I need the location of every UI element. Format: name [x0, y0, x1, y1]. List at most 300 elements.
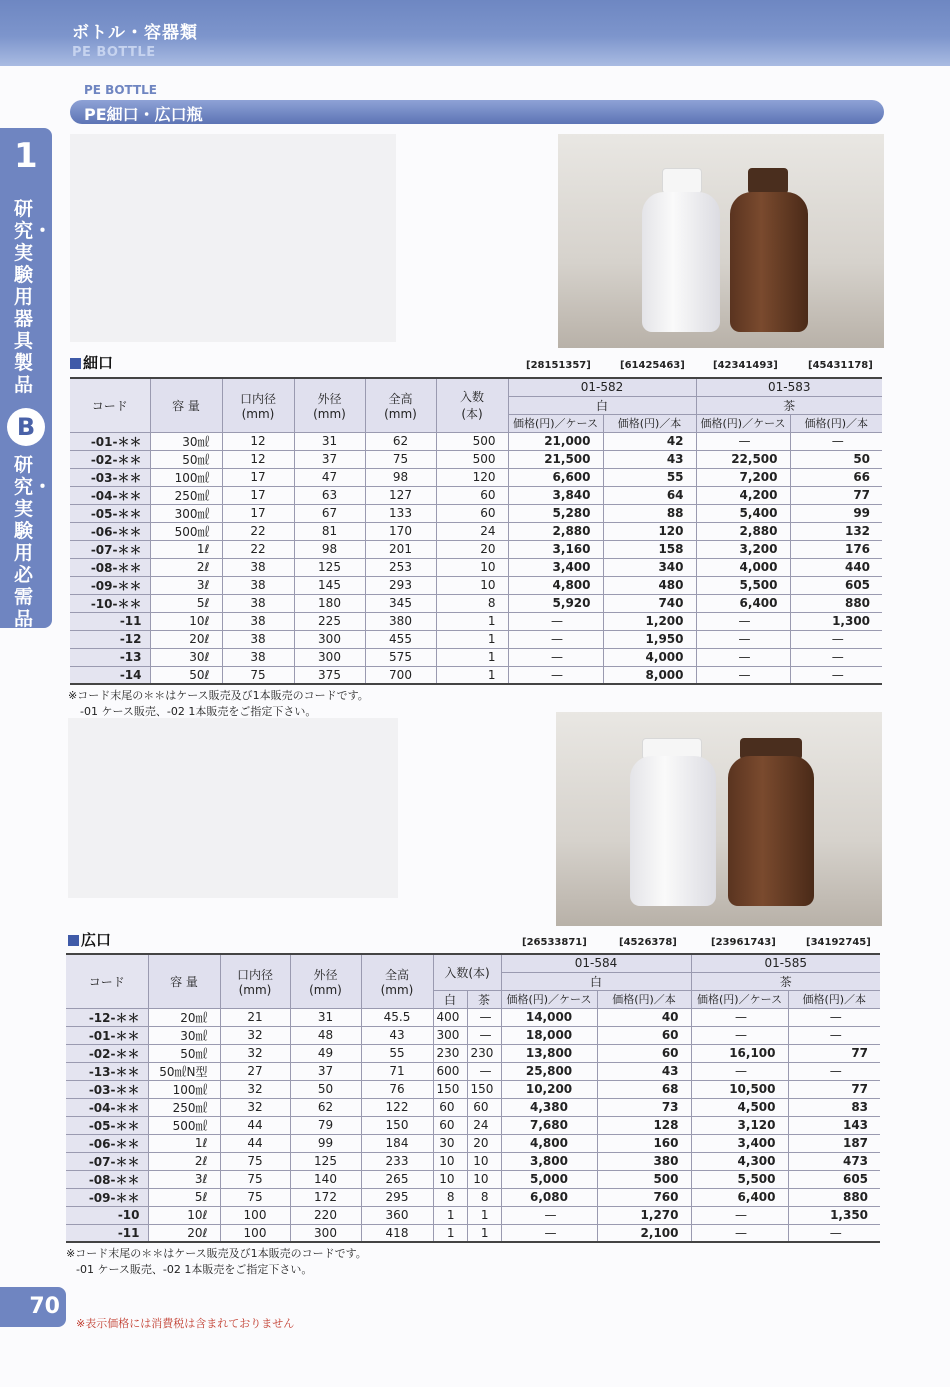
faded-area [70, 134, 396, 342]
col-inner: 口内径 (mm) [222, 378, 294, 432]
table-cell: 24 [436, 522, 508, 540]
table-row [70, 486, 882, 504]
table-cell: 18,000 [501, 1026, 597, 1044]
chapter-tab [0, 128, 52, 628]
table-cell: 38 [222, 558, 294, 576]
table-row [70, 666, 882, 684]
table-cell: 10,500 [691, 1080, 788, 1098]
table-cell: — [691, 1026, 788, 1044]
table-cell: -10 [66, 1206, 148, 1224]
table-cell: 31 [290, 1008, 361, 1026]
table-cell: 12 [222, 450, 294, 468]
table-cell: -11 [70, 612, 150, 630]
chapter-badge: B [7, 408, 45, 446]
table-cell: 145 [294, 576, 365, 594]
table-cell: 500 [597, 1170, 691, 1188]
narrow-note [68, 688, 369, 720]
table-cell: 10 [433, 1152, 467, 1170]
table-cell: 2ℓ [150, 558, 222, 576]
table-cell: 67 [294, 504, 365, 522]
col-height: 全高 (mm) [361, 954, 433, 1008]
chapter-subtitle: 研究・実験用必需品 [14, 454, 53, 630]
table-cell: 12 [222, 432, 294, 450]
table-cell: 62 [365, 432, 436, 450]
table-cell: 55 [361, 1044, 433, 1062]
table-cell: 233 [361, 1152, 433, 1170]
table-cell: 600 [433, 1062, 467, 1080]
table-cell: 14,000 [501, 1008, 597, 1026]
col-qty-white: 白 [433, 990, 467, 1008]
table-cell: 77 [788, 1080, 880, 1098]
table-cell: — [790, 666, 882, 684]
table-cell: 1 [433, 1224, 467, 1242]
table-cell: 1 [467, 1224, 501, 1242]
catalog-code: [61425463] [620, 360, 685, 371]
table-row [70, 450, 882, 468]
table-cell: 340 [603, 558, 696, 576]
table-cell: — [691, 1224, 788, 1242]
table-cell: 100㎖ [148, 1080, 220, 1098]
table-cell: 60 [433, 1116, 467, 1134]
table-cell: 49 [290, 1044, 361, 1062]
table-cell: 1 [436, 630, 508, 648]
table-cell: 300㎖ [150, 504, 222, 522]
table-row [66, 1080, 880, 1098]
table-cell: — [501, 1206, 597, 1224]
table-cell: 8 [436, 594, 508, 612]
table-cell: — [691, 1008, 788, 1026]
table-cell: 1 [436, 648, 508, 666]
table-cell: 170 [365, 522, 436, 540]
col-price-each: 価格(円)／本 [603, 414, 696, 432]
table-cell: — [788, 1008, 880, 1026]
table-cell: 120 [436, 468, 508, 486]
table-cell: 37 [290, 1062, 361, 1080]
brown-bottle [728, 756, 814, 906]
table-cell: 7,200 [696, 468, 790, 486]
table-cell: 132 [790, 522, 882, 540]
table-cell: 98 [365, 468, 436, 486]
table-cell: — [508, 666, 603, 684]
table-cell: 21 [220, 1008, 290, 1026]
table-cell: -03-＊＊ [66, 1080, 148, 1098]
col-height: 全高 (mm) [365, 378, 436, 432]
table-cell: 3,200 [696, 540, 790, 558]
table-cell: 345 [365, 594, 436, 612]
table-row [66, 1008, 880, 1026]
table-cell: 184 [361, 1134, 433, 1152]
table-cell: -09-＊＊ [66, 1188, 148, 1206]
table-cell: 760 [597, 1188, 691, 1206]
table-row [70, 558, 882, 576]
table-row [70, 522, 882, 540]
table-cell: 38 [222, 576, 294, 594]
table-cell: 176 [790, 540, 882, 558]
color-brown: 茶 [696, 396, 882, 414]
table-cell: 48 [290, 1026, 361, 1044]
table-row [66, 1152, 880, 1170]
table-cell: 500㎖ [148, 1116, 220, 1134]
table-cell: 30ℓ [150, 648, 222, 666]
table-cell: 32 [220, 1044, 290, 1062]
table-cell: 21,500 [508, 450, 603, 468]
table-cell: -06-＊＊ [66, 1134, 148, 1152]
table-cell: 55 [603, 468, 696, 486]
product-white: 01-582 [508, 378, 696, 396]
col-code: コード [70, 378, 150, 432]
table-cell: 43 [603, 450, 696, 468]
section-title: PE細口・広口瓶 [84, 105, 203, 124]
header-subtitle: PE BOTTLE [72, 45, 156, 60]
col-qty: 入数 (本) [436, 378, 508, 432]
table-cell: — [508, 630, 603, 648]
table-cell: 1ℓ [148, 1134, 220, 1152]
table-cell: 500㎖ [150, 522, 222, 540]
table-cell: 75 [220, 1170, 290, 1188]
table-cell: 180 [294, 594, 365, 612]
table-cell: 300 [433, 1026, 467, 1044]
table-cell: 20 [436, 540, 508, 558]
table-cell: 10 [467, 1152, 501, 1170]
table-cell: 605 [788, 1170, 880, 1188]
catalog-code: [4526378] [619, 937, 677, 948]
table-cell: -08-＊＊ [66, 1170, 148, 1188]
table-cell: 1 [467, 1206, 501, 1224]
col-capacity: 容 量 [148, 954, 220, 1008]
table-row [66, 1044, 880, 1062]
brown-cap [748, 168, 788, 194]
col-inner: 口内径 (mm) [220, 954, 290, 1008]
table-cell: 45.5 [361, 1008, 433, 1026]
table-cell: 230 [433, 1044, 467, 1062]
table-row [70, 594, 882, 612]
table-cell: 77 [788, 1044, 880, 1062]
table-cell: 62 [290, 1098, 361, 1116]
table-cell: 10 [467, 1170, 501, 1188]
table-cell: 265 [361, 1170, 433, 1188]
table-cell: 5ℓ [150, 594, 222, 612]
table-cell: 8,000 [603, 666, 696, 684]
table-row [70, 648, 882, 666]
table-cell: 3,160 [508, 540, 603, 558]
table-cell: 47 [294, 468, 365, 486]
table-cell: 7,680 [501, 1116, 597, 1134]
white-bottle [642, 192, 720, 332]
table-cell: 38 [222, 612, 294, 630]
table-cell: 44 [220, 1134, 290, 1152]
table-cell: 5,500 [691, 1170, 788, 1188]
catalog-code: [34192745] [806, 937, 871, 948]
table-cell: — [696, 666, 790, 684]
col-price-case: 価格(円)／ケース [696, 414, 790, 432]
wide-mouth-bottles-photo [556, 712, 882, 926]
table-cell: 4,800 [501, 1134, 597, 1152]
table-cell: 4,200 [696, 486, 790, 504]
table-cell: — [790, 432, 882, 450]
table-cell: 5,920 [508, 594, 603, 612]
table-cell: 1,300 [790, 612, 882, 630]
table-cell: 700 [365, 666, 436, 684]
col-qty-brown: 茶 [467, 990, 501, 1008]
table-cell: 4,800 [508, 576, 603, 594]
table-cell: 8 [433, 1188, 467, 1206]
table-cell: 187 [788, 1134, 880, 1152]
product-brown: 01-585 [691, 954, 880, 972]
table-cell: 21,000 [508, 432, 603, 450]
table-cell: -05-＊＊ [70, 504, 150, 522]
table-cell: 38 [222, 648, 294, 666]
narrow-mouth-bottles-photo [558, 134, 884, 348]
table-row [66, 1062, 880, 1080]
table-cell: 32 [220, 1098, 290, 1116]
table-cell: 380 [365, 612, 436, 630]
table-cell: 98 [294, 540, 365, 558]
table-cell: 125 [294, 558, 365, 576]
table-cell: -14 [70, 666, 150, 684]
table-row [70, 612, 882, 630]
table-cell: 1 [436, 666, 508, 684]
table-cell: -02-＊＊ [70, 450, 150, 468]
table-cell: 8 [467, 1188, 501, 1206]
page-number: 70 [0, 1287, 66, 1327]
product-white: 01-584 [501, 954, 691, 972]
table-cell: 1ℓ [150, 540, 222, 558]
table-cell: 100 [220, 1224, 290, 1242]
table-cell: 2,100 [597, 1224, 691, 1242]
table-cell: 20㎖ [148, 1008, 220, 1026]
table-cell: -04-＊＊ [70, 486, 150, 504]
table-cell: 50 [790, 450, 882, 468]
catalog-code: [45431178] [808, 360, 873, 371]
page-header [0, 0, 950, 66]
table-cell: 3,800 [501, 1152, 597, 1170]
section-title-pill [70, 100, 884, 124]
table-cell: 293 [365, 576, 436, 594]
table-cell: -04-＊＊ [66, 1098, 148, 1116]
table-cell: 44 [220, 1116, 290, 1134]
table-cell: 230 [467, 1044, 501, 1062]
table-cell: 100 [220, 1206, 290, 1224]
table-cell: 50㎖ [150, 450, 222, 468]
table-cell: 380 [597, 1152, 691, 1170]
table-cell: 5,280 [508, 504, 603, 522]
wide-section-label [68, 929, 111, 950]
table-cell: -03-＊＊ [70, 468, 150, 486]
wide-note [66, 1246, 367, 1278]
table-cell: -13 [70, 648, 150, 666]
table-cell: 17 [222, 504, 294, 522]
table-cell: 2ℓ [148, 1152, 220, 1170]
table-cell: — [788, 1224, 880, 1242]
table-cell: — [696, 630, 790, 648]
table-cell: 99 [290, 1134, 361, 1152]
table-cell: 17 [222, 486, 294, 504]
table-cell: 2,880 [508, 522, 603, 540]
table-cell: 68 [597, 1080, 691, 1098]
table-cell: 50㎖N型 [148, 1062, 220, 1080]
table-cell: 295 [361, 1188, 433, 1206]
catalog-code: [28151357] [526, 360, 591, 371]
table-cell: 99 [790, 504, 882, 522]
table-cell: 220 [290, 1206, 361, 1224]
brown-bottle [730, 192, 808, 332]
table-cell: 79 [290, 1116, 361, 1134]
table-cell: 440 [790, 558, 882, 576]
table-cell: 32 [220, 1026, 290, 1044]
table-cell: 400 [433, 1008, 467, 1026]
table-cell: — [696, 648, 790, 666]
table-cell: — [467, 1008, 501, 1026]
table-cell: 1,950 [603, 630, 696, 648]
table-cell: — [467, 1062, 501, 1080]
table-cell: 16,100 [691, 1044, 788, 1062]
table-cell: 81 [294, 522, 365, 540]
table-cell: 4,000 [603, 648, 696, 666]
table-row [66, 1026, 880, 1044]
table-row [70, 504, 882, 522]
table-cell: 10 [433, 1170, 467, 1188]
col-price-case: 価格(円)／ケース [501, 990, 597, 1008]
table-cell: 10 [436, 576, 508, 594]
table-cell: 480 [603, 576, 696, 594]
table-cell: 122 [361, 1098, 433, 1116]
table-cell: 10,200 [501, 1080, 597, 1098]
table-cell: 120 [603, 522, 696, 540]
col-qty: 入数(本) [433, 954, 501, 990]
table-cell: -13-＊＊ [66, 1062, 148, 1080]
color-white: 白 [508, 396, 696, 414]
note-line: ※コード末尾の＊＊はケース販売及び1本販売のコードです。 [68, 689, 369, 702]
col-capacity: 容 量 [150, 378, 222, 432]
catalog-code: [26533871] [522, 937, 587, 948]
product-brown: 01-583 [696, 378, 882, 396]
table-cell: 253 [365, 558, 436, 576]
catalog-code: [23961743] [711, 937, 776, 948]
table-cell: 3,400 [691, 1134, 788, 1152]
table-cell: 6,600 [508, 468, 603, 486]
table-row [66, 1224, 880, 1242]
table-cell: 38 [222, 630, 294, 648]
table-cell: -08-＊＊ [70, 558, 150, 576]
table-cell: 76 [361, 1080, 433, 1098]
table-cell: 4,380 [501, 1098, 597, 1116]
table-cell: 6,400 [691, 1188, 788, 1206]
table-cell: 60 [436, 486, 508, 504]
table-cell: 60 [433, 1098, 467, 1116]
table-cell: 1,270 [597, 1206, 691, 1224]
table-cell: 740 [603, 594, 696, 612]
table-cell: 250㎖ [150, 486, 222, 504]
table-cell: -02-＊＊ [66, 1044, 148, 1062]
table-cell: -12-＊＊ [66, 1008, 148, 1026]
table-cell: -09-＊＊ [70, 576, 150, 594]
note-line: ※コード末尾の＊＊はケース販売及び1本販売のコードです。 [66, 1247, 367, 1260]
table-cell: 880 [790, 594, 882, 612]
table-row [66, 1098, 880, 1116]
table-cell: 1 [433, 1206, 467, 1224]
catalog-code: [42341493] [713, 360, 778, 371]
col-outer: 外径 (mm) [290, 954, 361, 1008]
table-cell: 75 [220, 1152, 290, 1170]
table-cell: -07-＊＊ [66, 1152, 148, 1170]
table-cell: 300 [294, 648, 365, 666]
table-cell: — [691, 1206, 788, 1224]
table-cell: 150 [433, 1080, 467, 1098]
table-cell: 32 [220, 1080, 290, 1098]
table-cell: — [790, 648, 882, 666]
chapter-number: 1 [14, 136, 38, 176]
table-cell: 4,500 [691, 1098, 788, 1116]
col-price-each: 価格(円)／本 [788, 990, 880, 1008]
table-cell: 75 [365, 450, 436, 468]
table-row [66, 1206, 880, 1224]
table-cell: 20ℓ [148, 1224, 220, 1242]
table-cell: 500 [436, 450, 508, 468]
table-cell: 24 [467, 1116, 501, 1134]
table-cell: 455 [365, 630, 436, 648]
table-row [66, 1134, 880, 1152]
table-cell: -07-＊＊ [70, 540, 150, 558]
table-cell: — [508, 612, 603, 630]
white-cap [662, 168, 702, 194]
table-cell: — [508, 648, 603, 666]
table-cell: 2,880 [696, 522, 790, 540]
table-cell: — [696, 432, 790, 450]
table-cell: 5ℓ [148, 1188, 220, 1206]
narrow-section-label [70, 352, 113, 373]
table-cell: -12 [70, 630, 150, 648]
col-price-each: 価格(円)／本 [597, 990, 691, 1008]
table-cell: 5,500 [696, 576, 790, 594]
table-cell: 42 [603, 432, 696, 450]
table-cell: 3,400 [508, 558, 603, 576]
header-title: ボトル・容器類 [72, 23, 198, 43]
table-cell: 50㎖ [148, 1044, 220, 1062]
table-cell: 10ℓ [150, 612, 222, 630]
table-cell: -06-＊＊ [70, 522, 150, 540]
table-cell: 100㎖ [150, 468, 222, 486]
white-bottle [630, 756, 716, 906]
table-row [66, 1188, 880, 1206]
table-row [70, 468, 882, 486]
table-cell: 60 [467, 1098, 501, 1116]
table-row [66, 1170, 880, 1188]
table-cell: 22,500 [696, 450, 790, 468]
table-cell: 40 [597, 1008, 691, 1026]
table-cell: 4,000 [696, 558, 790, 576]
table-cell: 66 [790, 468, 882, 486]
color-brown: 茶 [691, 972, 880, 990]
table-cell: 360 [361, 1206, 433, 1224]
col-code: コード [66, 954, 148, 1008]
table-cell: 83 [788, 1098, 880, 1116]
table-cell: — [788, 1062, 880, 1080]
table-cell: 1 [436, 612, 508, 630]
wide-label-text: 広口 [81, 931, 112, 949]
table-cell: 1,350 [788, 1206, 880, 1224]
table-cell: 201 [365, 540, 436, 558]
table-cell: 473 [788, 1152, 880, 1170]
col-outer: 外径 (mm) [294, 378, 365, 432]
table-cell: 880 [788, 1188, 880, 1206]
table-cell: — [467, 1026, 501, 1044]
table-cell: 250㎖ [148, 1098, 220, 1116]
table-cell: 77 [790, 486, 882, 504]
note-line: -01 ケース販売、-02 1本販売をご指定下さい。 [76, 1263, 313, 1276]
table-cell: 30 [433, 1134, 467, 1152]
table-cell: 22 [222, 522, 294, 540]
table-cell: 140 [290, 1170, 361, 1188]
